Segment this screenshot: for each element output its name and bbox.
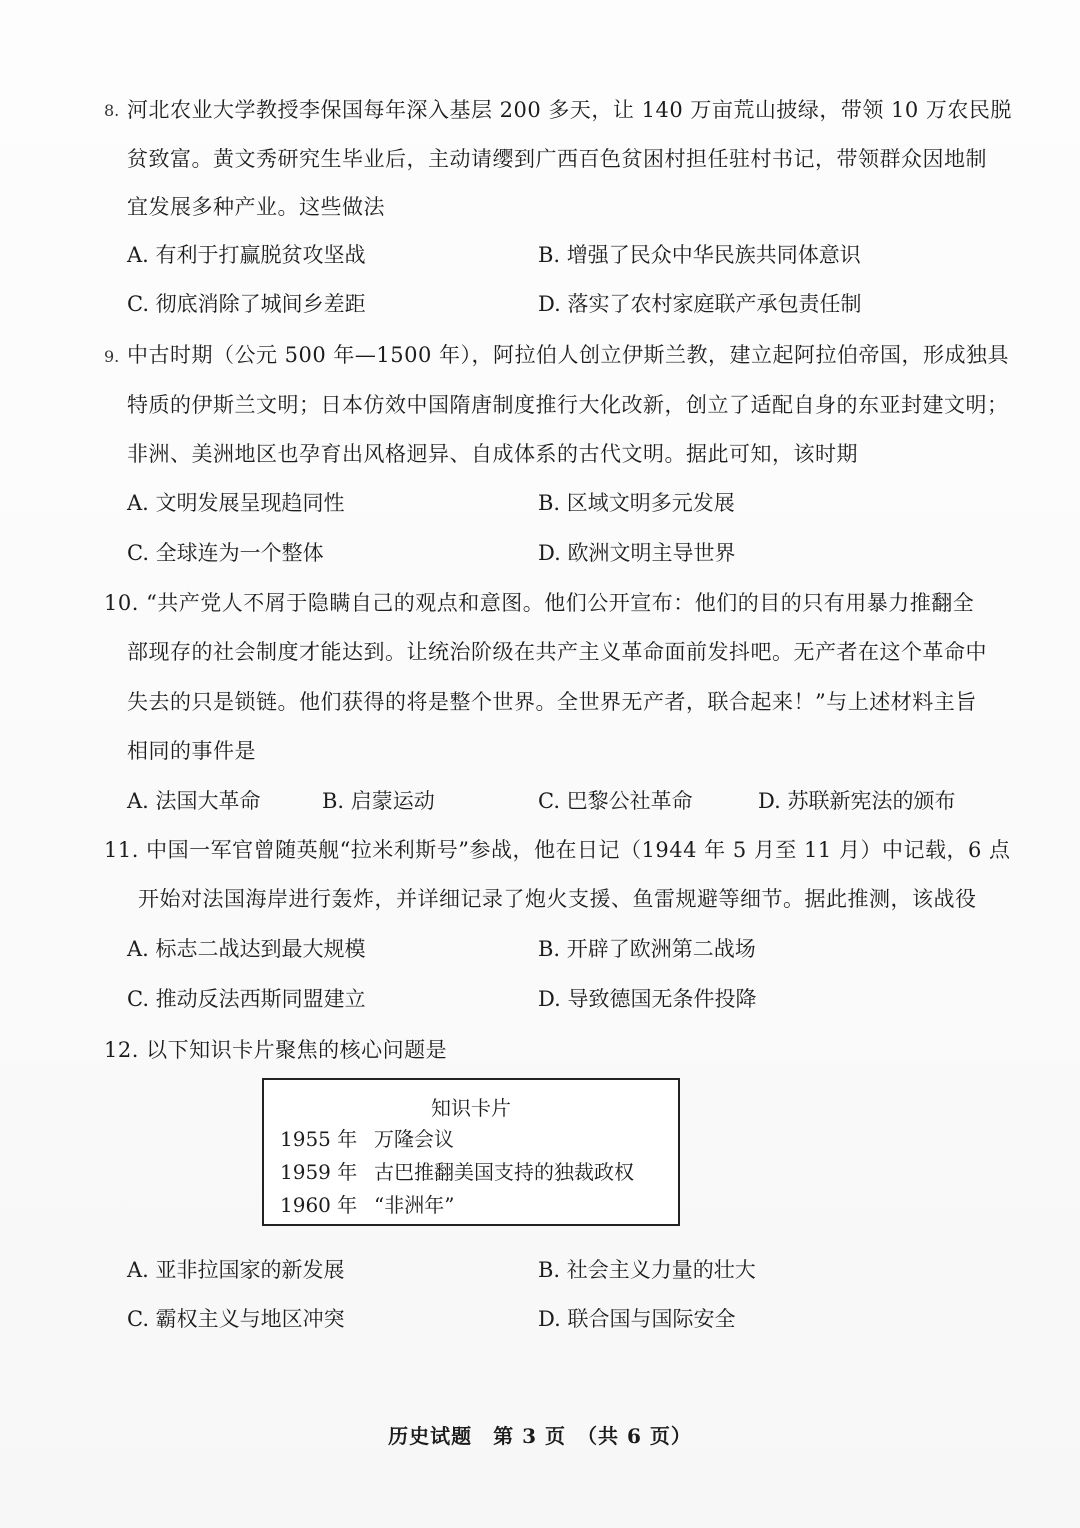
question-number: 8. — [104, 101, 120, 120]
option-b: B. 社会主义力量的壮大 — [538, 1258, 756, 1282]
page-footer: 历史试题 第 3 页 （共 6 页） — [388, 1424, 692, 1448]
question-text-line: 部现存的社会制度才能达到。让统治阶级在共产主义革命面前发抖吧。无产者在这个革命中 — [127, 640, 987, 664]
option-b: B. 增强了民众中华民族共同体意识 — [538, 243, 861, 267]
question-text-line: 相同的事件是 — [127, 739, 256, 763]
option-d: D. 苏联新宪法的颁布 — [758, 789, 956, 813]
option-d: D. 欧洲文明主导世界 — [538, 541, 736, 565]
option-c: C. 全球连为一个整体 — [127, 541, 324, 565]
option-d: D. 联合国与国际安全 — [538, 1307, 736, 1331]
question-text-line: 12. 以下知识卡片聚焦的核心问题是 — [104, 1038, 448, 1062]
question-text-line: 贫致富。黄文秀研究生毕业后，主动请缨到广西百色贫困村担任驻村书记，带领群众因地制 — [127, 147, 987, 171]
question-text-line: 中古时期（公元 500 年—1500 年），阿拉伯人创立伊斯兰教，建立起阿拉伯帝国，形成独具 — [127, 343, 1010, 367]
question-text-line: 河北农业大学教授李保国每年深入基层 200 多天，让 140 万亩荒山披绿，带领 10 万农民脱 — [127, 98, 1012, 122]
question-text-line: 开始对法国海岸进行轰炸，并详细记录了炮火支援、鱼雷规避等细节。据此推测，该战役 — [138, 887, 977, 911]
option-a: A. 亚非拉国家的新发展 — [127, 1258, 345, 1282]
option-a: A. 有利于打赢脱贫攻坚战 — [127, 243, 366, 267]
card-event: 万隆会议 — [374, 1127, 454, 1151]
question-text-line: 11. 中国一军官曾随英舰“拉米利斯号”参战，他在日记（1944 年 5 月至 11 月）中记载，6 点 — [104, 838, 1011, 862]
knowledge-card — [262, 1078, 680, 1226]
option-a: A. 文明发展呈现趋同性 — [127, 491, 345, 515]
option-a: A. 法国大革命 — [127, 789, 261, 813]
question-text-line: 特质的伊斯兰文明；日本仿效中国隋唐制度推行大化改新，创立了适配自身的东亚封建文明； — [127, 393, 1009, 417]
card-year: 1960 年 — [280, 1193, 358, 1217]
card-year: 1955 年 — [280, 1127, 358, 1151]
card-row — [280, 1190, 454, 1220]
option-b: B. 开辟了欧洲第二战场 — [538, 937, 756, 961]
option-b: B. 启蒙运动 — [322, 789, 435, 813]
question-text-line: 宜发展多种产业。这些做法 — [127, 195, 385, 219]
question-text-line: 10. “共产党人不屑于隐瞒自己的观点和意图。他们公开宣布：他们的目的只有用暴力推翻全 — [104, 591, 975, 615]
question-text-line: 失去的只是锁链。他们获得的将是整个世界。全世界无产者，联合起来！”与上述材料主旨 — [127, 690, 977, 714]
card-row — [280, 1124, 454, 1154]
option-d: D. 导致德国无条件投降 — [538, 987, 757, 1011]
option-a: A. 标志二战达到最大规模 — [127, 937, 366, 961]
card-row — [280, 1157, 634, 1187]
question-text-line: 非洲、美洲地区也孕育出风格迥异、自成体系的古代文明。据此可知，该时期 — [127, 442, 858, 466]
question-number: 9. — [104, 347, 120, 366]
card-year: 1959 年 — [280, 1160, 358, 1184]
card-title: 知识卡片 — [431, 1096, 511, 1120]
option-c: C. 巴黎公社革命 — [538, 789, 693, 813]
option-c: C. 霸权主义与地区冲突 — [127, 1307, 345, 1331]
card-event: “非洲年” — [374, 1193, 455, 1217]
card-event: 古巴推翻美国支持的独裁政权 — [374, 1160, 634, 1184]
option-c: C. 彻底消除了城间乡差距 — [127, 292, 366, 316]
option-c: C. 推动反法西斯同盟建立 — [127, 987, 366, 1011]
option-b: B. 区域文明多元发展 — [538, 491, 735, 515]
option-d: D. 落实了农村家庭联产承包责任制 — [538, 292, 862, 316]
